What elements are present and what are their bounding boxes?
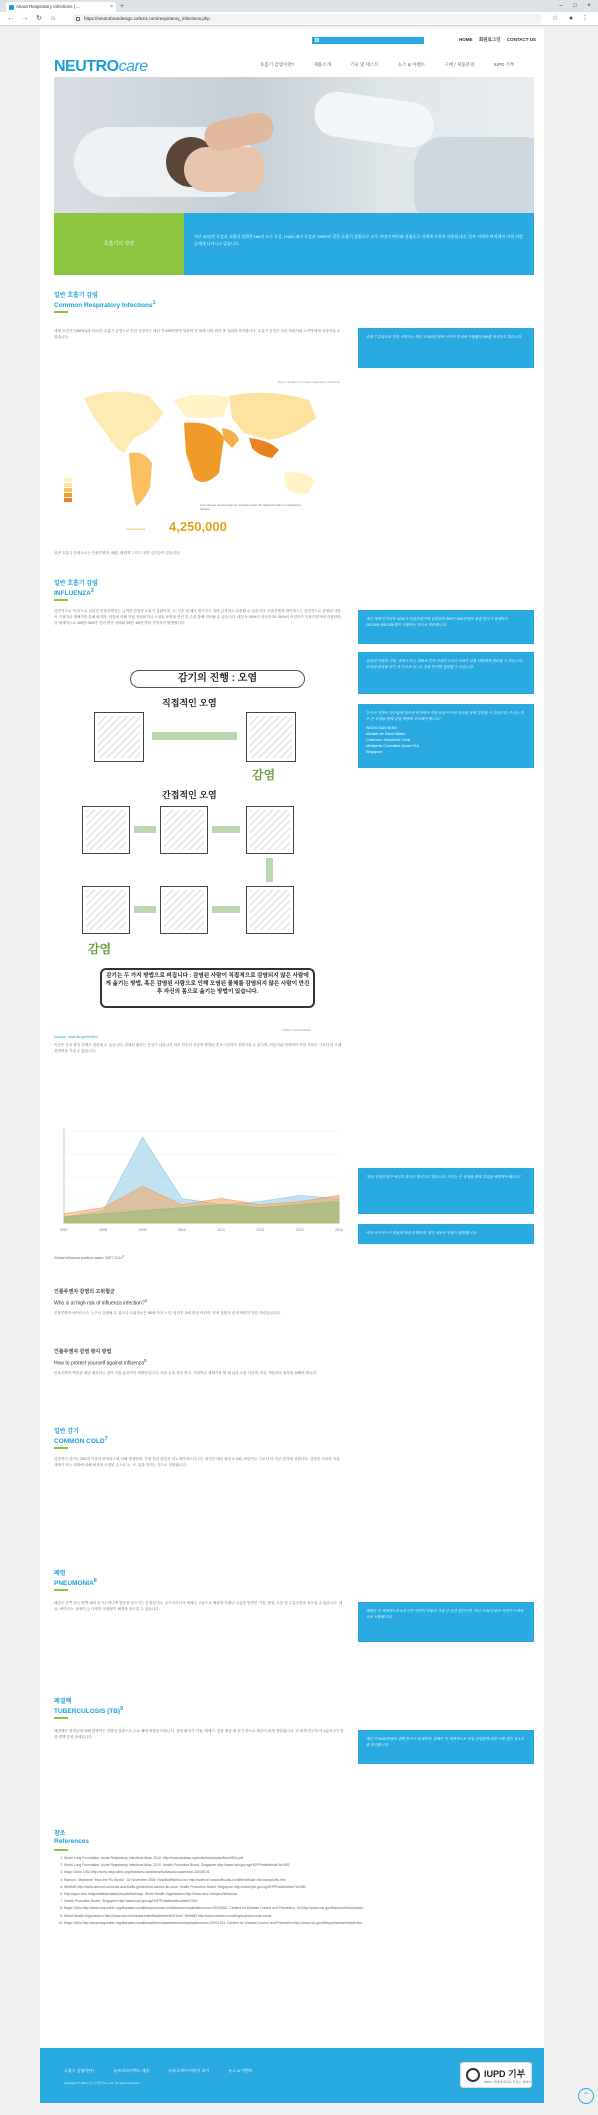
section-pneumonia-en: PNEUMONIA$^8$ xyxy=(54,1578,97,1588)
lock-icon xyxy=(76,17,80,21)
nav-item-products[interactable]: 제품소개 xyxy=(313,62,331,67)
page xyxy=(40,28,544,2103)
address-bar xyxy=(0,12,598,26)
pneumonia-text: 폐렴은 한쪽 또는 양쪽 폐의 공기주머니에 염증을 일으키는 감염입니다. 공기주머니가 액체나 고름으로 채워져 가래나 고름을 동반한 기침, 발열, 오한 및 호흡곤란을 일으킬 수 있습니다. 세균, 바이러스, 곰팡이 등 다양한 미생물이 폐렴을 일으킬 수 있습니다. xyxy=(54,1601,343,1611)
section-influenza-en: INFLUENZA$^2$ xyxy=(54,588,94,598)
map-note: Low income and developing countries bear the highest burden of respiratory disease xyxy=(200,503,302,511)
diagram-copyright: ©2004 markoll/Medici xyxy=(282,1028,311,1032)
callout-common: 호흡기 감염으로 인한 사망자는 매년 약 425만명에 이르며 전세계 사망률의 6%를 차지하고 있습니다. xyxy=(358,328,534,368)
maximize-icon[interactable]: □ xyxy=(573,3,577,9)
quote-author: WONG KAN SENG Minister for Home Affairs Chairman, Homefront Crisis Ministerial Committee (Avian Flu) Singapore xyxy=(366,726,419,754)
section-tb-en: TUBERCULOSIS (TB)$^9$ xyxy=(54,1706,124,1716)
callout-influenza-2: 감염된 사람의 기침, 재채기 또는 대화로 인한 비말은 2미터 이내의 다른 사람에게 전파될 수 있습니다. 오염된 표면을 만진 후 손으로 눈, 코, 입을 만지면 감염될 수 있습니다. xyxy=(358,652,534,694)
risk-heading-ko: 인플루엔자 감염의 고위험군 xyxy=(54,1289,115,1295)
forward-icon[interactable]: → xyxy=(21,15,29,22)
callout-chart-1: "최근 인플루엔자 백신의 효과가 떨어지고 있습니다. 우리는 손 위생을 통해 감염을 예방해야 합니다." xyxy=(358,1168,534,1214)
iupd-title: IUPD 기부 xyxy=(484,2069,526,2079)
section-underline xyxy=(54,1589,68,1591)
nav-item-iupd[interactable]: IUPD 기부 xyxy=(493,62,515,67)
footer xyxy=(40,2048,544,2103)
footer-link-products[interactable]: 뉴트라다이렉스 제품 xyxy=(113,2068,150,2073)
section-underline xyxy=(54,311,68,313)
minimize-icon[interactable]: – xyxy=(559,3,563,9)
diagram-panel xyxy=(246,712,296,762)
section-influenza-ko: 일반 호흡기 감염 xyxy=(54,581,98,587)
footer-links xyxy=(64,2068,271,2074)
star-icon[interactable]: ☆ xyxy=(551,15,559,22)
utility-bar xyxy=(40,28,544,44)
diagram-panel xyxy=(94,712,144,762)
close-tab-icon[interactable]: × xyxy=(110,4,113,10)
arrow-left-icon xyxy=(212,906,240,913)
site-logo[interactable]: NEUTROcare xyxy=(54,58,148,75)
common-text: 세계 보건기구(WHO)에 따르면, 호흡기 감염으로 인한 사망자는 매년 약 425만명에 달하며 전 세계 사망 원인 중 상위를 차지합니다. 호흡기 감염은 특히 어린이와 노약자에게 치명적일 수 있습니다. xyxy=(54,329,341,339)
source-text: 독감은 증상 확인 전에도 전파될 수 있습니다. 감염된 환자는 증상이 나타나기 하루 전부터 증상이 발현된 후 5~7일까지 전염시킬 수 있으며, 어린이와 면역력이 약한 사람은 그보다 더 오래 전염력을 가질 수 있습니다. xyxy=(54,1043,342,1053)
banner-label: 호흡기의 감염 xyxy=(54,213,184,275)
nav-item-news[interactable]: 뉴스 & 이벤트 xyxy=(397,62,426,67)
menu-icon[interactable]: ⋮ xyxy=(581,15,589,22)
url-text: https://neutrobrandesign.cafe24.com/respiratory_infections.php xyxy=(84,16,210,21)
section-common-ko: 일반 호흡기 감염 xyxy=(54,293,98,299)
diagram-panel xyxy=(246,806,294,854)
footer-copyright: Copyright © 2015 뉴트로케어 Co.,Ltd. All rights reserved. xyxy=(64,2081,140,2085)
hero-image xyxy=(54,77,534,213)
reference-item: 5. WebMD http://www.webmd.com/cold-and-flu/flu-guide/what-causes-flu-virus. Health Promotion Board, Singapore http://www.hpb.gov.sg/HOPPortal/article?id=552 xyxy=(64,1885,544,1890)
arrow-left-icon xyxy=(134,906,156,913)
diagram-note: 감기는 두 가지 방법으로 퍼집니다 : 감염된 사람이 직접적으로 감염되지 않은 사람에게 옮기는 방법, 혹은 감염된 사람으로 인해 오염된 물체를 감염되지 않은 사람이 만진 후 자신의 몸으로 옮기는 방법이 있습니다. xyxy=(100,968,315,1008)
section-pneumonia-ko: 폐렴 xyxy=(54,1571,66,1577)
map-caption: 일반 호흡기 감염으로는 인플루엔자, 폐렴, 폐결핵 그리고 일반 감기등이 있습니다. xyxy=(54,551,181,555)
footer-link-news[interactable]: 뉴스 & 이벤트 xyxy=(228,2068,253,2073)
search-input[interactable] xyxy=(312,37,424,44)
map-number-note: Annual deaths xyxy=(126,527,146,531)
protect-heading-ko: 인플루엔자 감염 방지 방법 xyxy=(54,1349,112,1355)
nav-item-purchase[interactable]: 구매 / 제품문의 xyxy=(444,62,475,67)
reference-item: 7. Health Promotion Board, Singapore http://www.hpb.gov.sg/HOPPortal/health-article/7040 xyxy=(64,1899,544,1904)
nav-item-infections[interactable]: 호흡기 감염이란? xyxy=(260,62,295,67)
chart-tick-label: 2009 xyxy=(138,1228,147,1232)
reference-item: 4. Ranson, Stephanie "How the Flu Works". 02 November 2004. HowStuffWorks.com http://science.howstuffworks.com/life/cellular-microscopic/flu.htm xyxy=(64,1878,544,1883)
quote-text: "2~3주 전부터 연구들에 따르면 면역력이 약한 분들이 이런 방식을 통해 감염될 수 있습니다. 우리는 모두 손 위생을 통해 감염 예방에 주의해야 합니다." xyxy=(366,711,524,721)
diagram-infected-label-2: 감염 xyxy=(88,942,112,956)
main-nav xyxy=(260,62,532,68)
callout-influenza-quote xyxy=(358,704,534,768)
diagram-infected-label: 감염 xyxy=(252,768,276,782)
close-window-icon[interactable]: × xyxy=(587,3,591,9)
chart-tick-label: 2008 xyxy=(99,1228,108,1232)
reference-item: 1. World Lung Foundation, Acute Respiratory Infections Atlas, 2010. http://www.ariatlas.org/tools/downloads/files/ARIA.pdf xyxy=(64,1856,544,1861)
references-list xyxy=(54,1856,544,1928)
references-ko: 참조 xyxy=(54,1831,66,1837)
reference-item: 8. Mayo Clinic http://www.mayoclinic.org/diseases-conditions/common-cold/basics/complications/con-20019062. Centers for Disease Control and Prevention, US http://www.cdc.gov/features/rhinoviruses xyxy=(64,1906,544,1911)
diagram-panel xyxy=(160,886,208,934)
chart-tick-label: 2011 xyxy=(217,1228,225,1232)
contamination-diagram xyxy=(80,668,330,1008)
tab-title: About Respiratory Infections | ... xyxy=(16,4,80,9)
risk-text: 인플루엔자 바이러스는 누구나 감염될 수 있으나 고위험군은 65세 이상 노인, 임산부, 5세 미만 어린이, 만성 질환자 및 면역력이 약한 사람들입니다. xyxy=(54,1311,281,1315)
profile-icon[interactable]: ● xyxy=(568,15,574,22)
diagram-panel xyxy=(82,806,130,854)
util-link-home[interactable]: HOME xyxy=(459,37,473,42)
search-icon xyxy=(315,38,319,42)
section-underline xyxy=(54,1447,68,1449)
reference-item: 6. http://apps.who.int/globalatlas/dataQuery/default.asp. World Health Organization http://www.who.int/topics/influenza xyxy=(64,1892,544,1897)
iupd-logo-icon xyxy=(466,2068,480,2082)
new-tab-icon[interactable]: + xyxy=(120,3,125,10)
map-title: Map of deaths from lower respiratory infections xyxy=(277,380,340,384)
chart-tick-label: 2013 xyxy=(295,1228,304,1232)
risk-heading-en: Who is at high risk of influenza infection?$^4$ xyxy=(54,1298,147,1307)
browser-tab[interactable] xyxy=(6,2,116,12)
protect-heading-en: How to protect yourself against influenza$^5$ xyxy=(54,1358,147,1367)
chart-caption: Global influenza positive cases, 2007-2014$^3$ xyxy=(54,1254,125,1261)
chart-svg xyxy=(54,1123,344,1248)
nav-item-technology[interactable]: 기술 및 테스트 xyxy=(350,62,379,67)
tb-text: 폐결핵은 결핵균에 의해 발생하는 감염성 질환으로 주로 폐에 영향을 미칩니다. 결핵 환자가 기침, 재채기, 침을 뱉을 때 공기 중으로 세균이 퍼져 전염됩니다. 전 세계 인구의 약 4분의 1이 잠복 결핵 감염 상태입니다. xyxy=(54,1729,344,1739)
diagram-indirect-heading: 간접적인 오염 xyxy=(162,790,217,800)
map-legend xyxy=(64,478,72,503)
map-big-number: 4,250,000 xyxy=(169,519,227,534)
utility-links xyxy=(454,37,536,43)
browser-tab-bar xyxy=(0,0,598,12)
scroll-to-top-button[interactable]: ⌃ xyxy=(578,2088,594,2104)
footer-link-story[interactable]: 뉴트로케어 이야기 하기 xyxy=(168,2068,210,2073)
callout-tb: 매년 약 1000만명의 결핵 환자가 발생하며, 결핵은 전 세계적으로 단일 감염원에 의한 사망 원인 중 1위를 차지합니다. xyxy=(358,1730,534,1764)
arrow-right-icon xyxy=(134,826,156,833)
diagram-panel xyxy=(246,886,294,934)
protect-text: 인플루엔자 백신을 매년 접종하는 것이 가장 효과적인 예방법입니다. 또한 손을 자주 씻고, 기침이나 재채기를 할 때 입과 코를 가리며, 아픈 사람과의 접촉을 피해야 합니다. xyxy=(54,1371,318,1375)
url-field[interactable] xyxy=(72,14,542,24)
section-underline xyxy=(54,1849,68,1851)
back-icon[interactable]: ← xyxy=(7,15,15,22)
diagram-panel xyxy=(82,886,130,934)
section-underline xyxy=(54,599,68,601)
section-common-en: Common Respiratory Infections$^1$ xyxy=(54,300,156,310)
chart-tick-label: 2014 xyxy=(335,1228,343,1232)
map-svg xyxy=(54,378,344,518)
cold-text: 일반적인 감기는 200개 이상의 바이러스에 의해 발생하며, 가장 흔한 원인은 리노바이러스입니다. 성인은 매년 평균 2~3회, 어린이는 그보다 더 자주 감기에 걸립니다. 감염된 사람의 기침, 재채기 또는 대화에 의해 퍼지며 오염된 손으로 눈, 코, 입을 만지는 것으로 전염됩니다. xyxy=(54,1457,341,1467)
chart-tick-label: 2010 xyxy=(177,1228,186,1232)
reference-item: 9. World Health Organization http://www.who.int/mediacentre/factsheets/fs331/en/. WebMD http://www.webmd.com/lung/tc/pneumonia-cause xyxy=(64,1914,544,1919)
reload-icon[interactable]: ↻ xyxy=(36,15,42,22)
diagram-direct-heading: 직접적인 오염 xyxy=(162,698,217,708)
section-cold-en: COMMON COLD$^7$ xyxy=(54,1436,108,1446)
callout-pneumonia: 폐렴은 전 세계적으로 5세 미만 어린이 사망의 가장 큰 감염 원인이며, 매년 약 90만명의 어린이가 폐렴으로 사망합니다. xyxy=(358,1602,534,1642)
reference-item: 10. Mayo Clinic http://www.mayoclinic.org/diseases-conditions/tuberculosis/basics/complications/con-20021761. Centers for Disease Control and Prevention http://www.cdc.gov/tb/topic/basics/default.htm xyxy=(64,1921,544,1926)
intro-banner xyxy=(54,213,534,275)
world-map xyxy=(54,378,344,546)
arrow-right-icon xyxy=(212,826,240,833)
iupd-donate-button[interactable] xyxy=(460,2062,532,2088)
diagram-panel xyxy=(160,806,208,854)
section-underline xyxy=(54,1717,68,1719)
util-link-login[interactable]: 회원로그인 xyxy=(478,37,501,42)
callout-chart-2: 여러 바이러스가 계절에 따라 유행하며, 매년 새로운 변종이 출현합니다. xyxy=(358,1224,534,1244)
home-icon[interactable]: ⌂ xyxy=(50,15,56,22)
callout-influenza-1: 매년 세계 인구의 5~10%가 인플루엔자에 감염되며 300만~500만명의 중증 환자가 발생하고 290,000~650,000명이 사망하는 것으로 추산됩니다. xyxy=(358,610,534,644)
reference-item: 2. World Lung Foundation, Acute Respiratory Infections Atlas, 2010. Health Promotion Board, Singapore http://www.hpb.gov.sg/HOPPortal/article?id=552 xyxy=(64,1863,544,1868)
arrow-down-icon xyxy=(266,858,273,882)
section-cold-ko: 일반 감기 xyxy=(54,1429,79,1435)
iupd-subtitle: IUPD | 세계에 희망을 전하는 캠페인 xyxy=(484,2080,531,2084)
footer-link-infections[interactable]: 호흡기 감염이란? xyxy=(64,2068,95,2073)
favicon-icon xyxy=(9,5,14,10)
diagram-title: 감기의 진행 : 오염 xyxy=(130,670,305,688)
section-tb-ko: 폐결핵 xyxy=(54,1699,72,1705)
influenza-text: 일반적으로 '독감'으로 알려진 인플루엔자는 급격한 전염성 호흡기 질환이며, 코, 인후 및 폐로 번지기도 하며 급격하고 위중할 수 있습니다. 인플루엔자 바이러스는 일반적으로 감염된 사람의 기침이나 재채기를 통해 퍼지며, 비말에 의해 직접 전염되거나 오염된 표면을 만진 후 손을 통해 전파될 수 있습니다. 매년 5~10%의 성인과 20~30%의 어린이가 인플루엔자에 감염되며, 전 세계적으로 300만~500만 건의 중증 사례와 29만~65만 명의 사망자가 발생합니다. xyxy=(54,609,342,625)
chart-tick-label: 2012 xyxy=(256,1228,265,1232)
reference-item: 3. Mayo Clinic, USA http://www.mayoclinic.org/diseases-conditions/flu/basics/causes/con-20035101 xyxy=(64,1870,544,1875)
references-en: References xyxy=(54,1838,90,1845)
source-link[interactable]: (source: www.flu.gov/index) xyxy=(54,1035,98,1039)
banner-text: 지난 20년간 독감과 호흡기 질환은 Hib의 모든 독감, H1N1 돼지 독감과 "MERS" 같은 호흡기 질환으로 더욱 치명적 변이와 전염으로 전세계 사람의 사용합니다. 일부 지역의 면역력이 약한 사람들에게 나타나고 있습니다. xyxy=(194,234,523,246)
arrow-right-icon xyxy=(152,732,237,740)
util-link-contact[interactable]: CONTACT US xyxy=(506,37,536,42)
influenza-chart xyxy=(54,1123,344,1248)
chart-tick-label: 2007 xyxy=(60,1228,68,1232)
